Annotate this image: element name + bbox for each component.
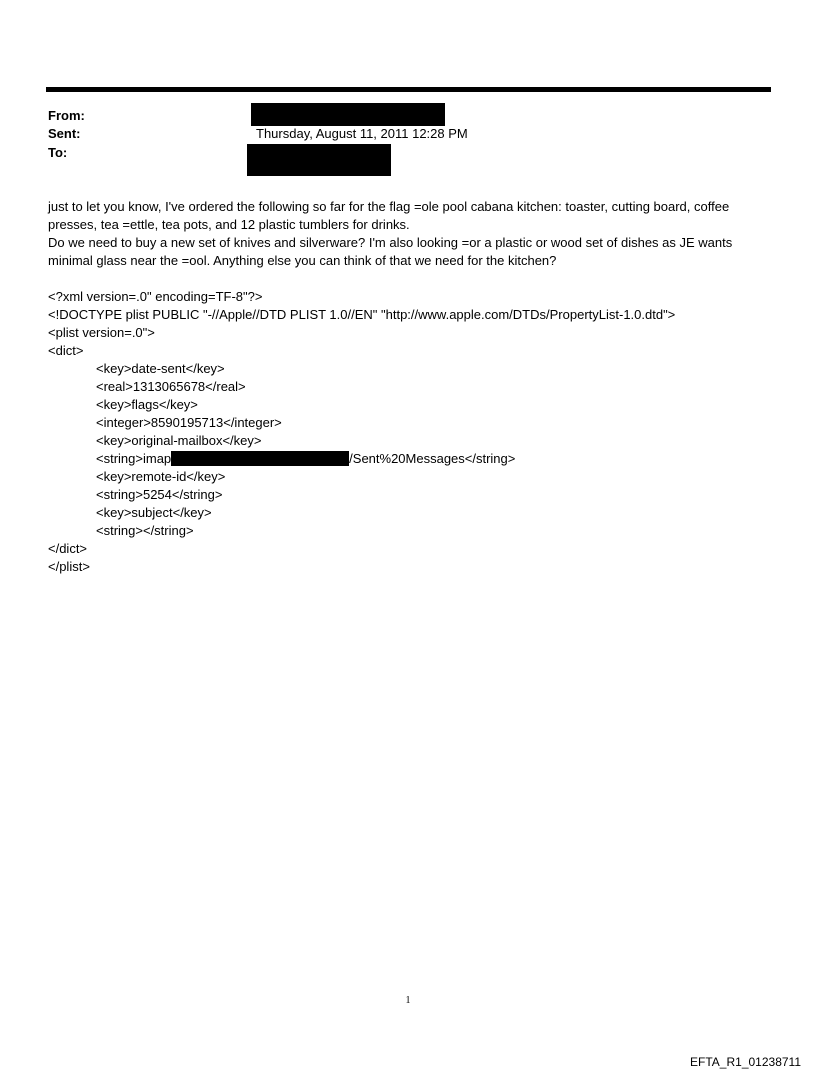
key-remote-id: <key>remote-id</key> xyxy=(96,469,226,484)
mailbox-redaction xyxy=(171,451,349,466)
dict-close-tag: </dict> xyxy=(48,541,88,556)
from-redaction xyxy=(251,103,445,126)
from-label: From: xyxy=(48,108,85,123)
key-original-mailbox: <key>original-mailbox</key> xyxy=(96,433,262,448)
message-body xyxy=(48,198,778,270)
sent-label: Sent: xyxy=(48,126,81,141)
header-rule xyxy=(46,87,771,92)
string-imap-prefix: <string>imap xyxy=(96,451,172,466)
message-line: presses, tea =ettle, tea pots, and 12 plastic tumblers for drinks. xyxy=(48,217,410,232)
message-line: Do we need to buy a new set of knives and silverware? I'm also looking =or a plastic or wood set of dishes as JE wants xyxy=(48,235,733,250)
sent-value: Thursday, August 11, 2011 12:28 PM xyxy=(256,126,468,141)
to-redaction xyxy=(247,144,391,176)
key-subject: <key>subject</key> xyxy=(96,505,212,520)
plist-close-tag: </plist> xyxy=(48,559,90,574)
dict-open-tag: <dict> xyxy=(48,343,84,358)
string-subject: <string></string> xyxy=(96,523,194,538)
integer-value: <integer>8590195713</integer> xyxy=(96,415,282,430)
message-line: minimal glass near the =ool. Anything else you can think of that we need for the kitchen? xyxy=(48,253,557,268)
document-id: EFTA_R1_01238711 xyxy=(690,1055,801,1069)
doctype-line: <!DOCTYPE plist PUBLIC "-//Apple//DTD PLIST 1.0//EN" "http://www.apple.com/DTDs/PropertyList-1.0.dtd"> xyxy=(48,307,676,322)
plist-open-tag: <plist version=.0"> xyxy=(48,325,155,340)
key-flags: <key>flags</key> xyxy=(96,397,198,412)
to-label: To: xyxy=(48,145,68,160)
page-number: 1 xyxy=(405,995,411,1006)
real-value: <real>1313065678</real> xyxy=(96,379,246,394)
message-line: just to let you know, I've ordered the following so far for the flag =ole pool cabana kitchen: toaster, cutting board, coffee xyxy=(48,199,730,214)
string-imap-line xyxy=(48,450,778,468)
string-imap-suffix: /Sent%20Messages</string> xyxy=(349,451,516,466)
xml-declaration: <?xml version=.0" encoding=TF-8"?> xyxy=(48,289,263,304)
key-date-sent: <key>date-sent</key> xyxy=(96,361,225,376)
string-remote-id: <string>5254</string> xyxy=(96,487,223,502)
plist-block xyxy=(48,288,778,576)
